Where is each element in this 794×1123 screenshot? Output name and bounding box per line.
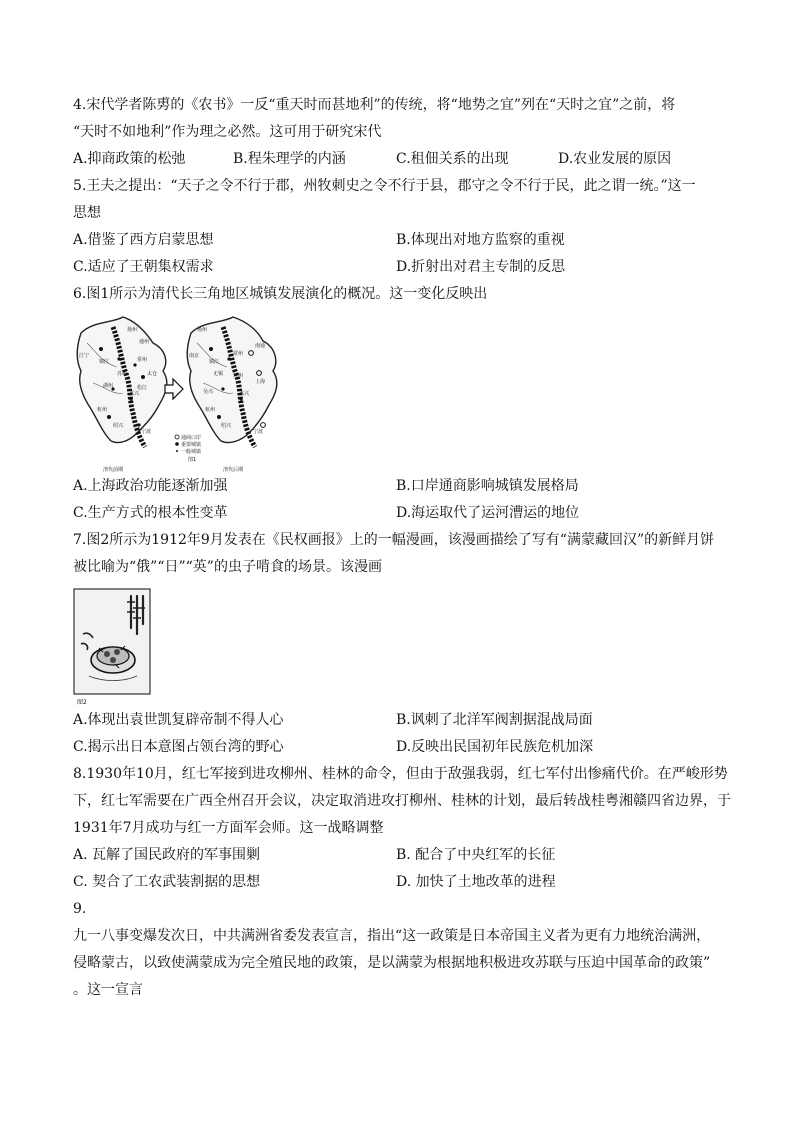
figure-2-label: 图2 — [77, 699, 87, 706]
figure-2-cartoon — [73, 588, 151, 706]
map-label: 图1 — [188, 457, 197, 463]
map-label: 扬州 — [197, 327, 208, 333]
q9-stem-line-1: 九一八事变爆发次日，中共满洲省委发表宣言，指出“这一政策是日本帝国主义者为更有力地统治满洲， — [73, 928, 711, 944]
q7-option-b: B.讽刺了北洋军阀割据混战局面 — [396, 712, 593, 728]
q9-number: 9. — [73, 901, 87, 917]
q4-option-a: A.抑商政策的松弛 — [73, 151, 186, 167]
q5-option-d: D.折射出对君主专制的反思 — [396, 259, 566, 275]
q7-stem-line-1: 7.图2所示为1912年9月发表在《民权画报》上的一幅漫画，该漫画描绘了写有“满蒙藏回汉”的新鲜月饼 — [73, 532, 715, 548]
map-label: 常州 — [233, 351, 244, 357]
map-label: 江宁 — [79, 353, 90, 359]
figure-1-map — [73, 313, 288, 473]
map-label: 上海 — [255, 379, 266, 385]
map-label: 绍兴 — [221, 423, 232, 429]
q8-option-d: D. 加快了土地改革的进程 — [396, 874, 556, 890]
q7-option-d: D.反映出民国初年民族危机加深 — [396, 739, 594, 755]
q4-stem-line-2: “天时不如地利”作为理之必然。这可用于研究宋代 — [73, 124, 382, 140]
map-label: 宁波 — [141, 429, 152, 435]
q8-stem-line-3: 1931年7月成功与红一方面军会师。这一战略调整 — [73, 820, 384, 836]
map-label: 松江 — [137, 385, 148, 391]
q5-option-b: B.体现出对地方监察的重视 — [396, 232, 565, 248]
map-label: 苏州 — [233, 373, 244, 379]
q9-stem-line-2: 侵略蒙古，以致使满蒙成为完全殖民地的政策，是以满蒙为根据地积极进攻苏联与压迫中国革命的政策” — [73, 955, 711, 971]
q6-stem-line-1: 6.图1所示为清代长三角地区城镇发展演化的概况。这一变化反映出 — [73, 286, 488, 302]
q5-stem-line-2: 思想 — [73, 205, 101, 221]
q6-option-d: D.海运取代了运河漕运的地位 — [396, 505, 580, 521]
q5-option-c: C.适应了王朝集权需求 — [73, 259, 214, 275]
q8-stem-line-1: 8.1930年10月，红七军接到进攻柳州、桂林的命令，但由于敌强我弱，红七军付出惨痛代价。在严峻形势 — [73, 766, 728, 782]
q4-option-b: B.程朱理学的内涵 — [233, 151, 346, 167]
map-label: 常州 — [137, 357, 148, 363]
q7-option-a: A.体现出袁世凯复辟帝制不得人心 — [73, 712, 284, 728]
q4-stem-line-1: 4.宋代学者陈旉的《农书》一反“重天时而甚地利”的传统，将“地势之宜”列在“天时之宜”之前，将 — [73, 97, 676, 113]
map-label: 太仓 — [147, 371, 158, 377]
map-label: 镇江 — [99, 359, 110, 365]
q7-option-c: C.揭示出日本意图占领台湾的野心 — [73, 739, 284, 755]
map-label: 嘉兴 — [239, 391, 250, 397]
q4-option-c: C.租佃关系的出现 — [396, 151, 509, 167]
map-label: 吴兴 — [203, 389, 214, 395]
q8-option-b: B. 配合了中央红军的长征 — [396, 847, 556, 863]
q8-option-a: A. 瓦解了国民政府的军事围剿 — [73, 847, 261, 863]
map-label: 南通 — [255, 343, 266, 349]
q4-option-d: D.农业发展的原因 — [558, 151, 672, 167]
q7-stem-line-2: 被比喻为“俄”“日”“英”的虫子啃食的场景。该漫画 — [73, 559, 382, 575]
q5-stem-line-1: 5.王夫之提出：“天子之令不行于郡，州牧刺史之令不行于县，郡守之令不行于民，此之谓一统。”这一 — [73, 178, 696, 194]
map-label: 杭州 — [205, 407, 216, 413]
q9-stem-line-3: 。这一宣言 — [73, 982, 143, 998]
map-label: 湖州 — [103, 383, 114, 389]
map-label: 无锡 — [213, 371, 224, 377]
map-label: 清代前期 — [103, 467, 124, 473]
map-label: 一般城镇 — [181, 449, 202, 455]
map-label: 绍兴 — [113, 423, 124, 429]
q8-option-c: C. 契合了工农武装割据的思想 — [73, 874, 261, 890]
map-label: 重要城镇 — [181, 442, 202, 448]
map-label: 镇江 — [209, 359, 220, 365]
q5-option-a: A.借鉴了西方启蒙思想 — [73, 232, 214, 248]
q6-option-a: A.上海政治功能逐渐加强 — [73, 478, 228, 494]
q6-option-c: C.生产方式的根本性变革 — [73, 505, 228, 521]
map-label: 扬州 — [127, 327, 138, 333]
map-label: 通州 — [139, 339, 150, 345]
map-label: 通商口岸 — [181, 435, 202, 441]
map-label: 嘉兴 — [129, 391, 140, 397]
q6-option-b: B.口岸通商影响城镇发展格局 — [396, 478, 579, 494]
q8-stem-line-2: 下，红七军需要在广西全州召开会议，决定取消进攻打柳州、桂林的计划，最后转战桂粤湘赣四省边界，于 — [73, 793, 731, 809]
map-label: 杭州 — [97, 407, 108, 413]
map-label: 苏州 — [117, 371, 128, 377]
map-label: 宁波 — [253, 429, 264, 435]
map-label: 清代后期 — [223, 467, 244, 473]
map-label: 南京 — [189, 353, 200, 359]
